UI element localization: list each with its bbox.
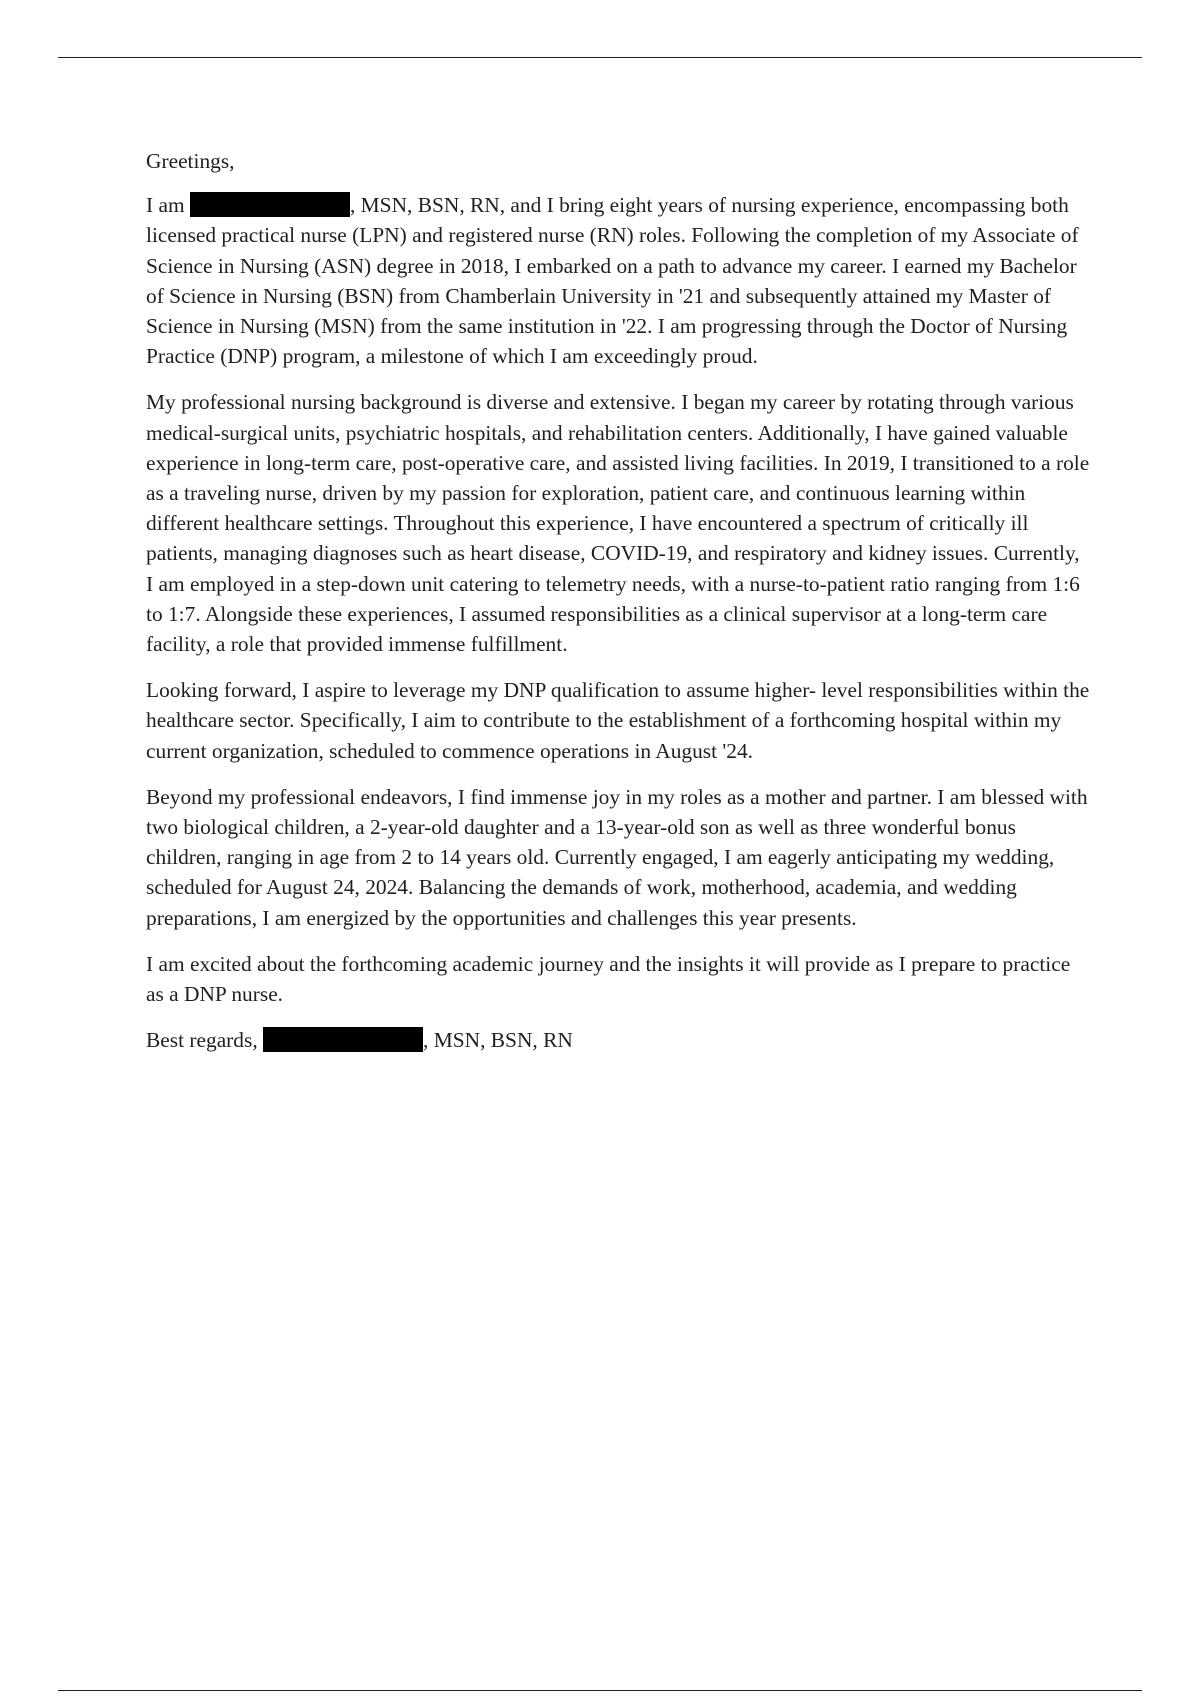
top-rule <box>58 57 1142 58</box>
bottom-rule <box>58 1690 1142 1691</box>
redacted-name-block <box>190 192 350 217</box>
background-paragraph: My professional nursing background is diverse and extensive. I began my career by rotating through various medical-surgical units, psychiatric hospitals, and rehabilitation centers. Additionally, I have gained valuable experience in long-term care, post-operative care, and assisted living facilities. In 2019, I transitioned to a role as a traveling nurse, driven by my passion for exploration, patient care, and continuous learning within different healthcare settings. Throughout this experience, I have encountered a spectrum of critically ill patients, managing diagnoses such as heart disease, COVID-19, and respiratory and kidney issues. Currently, I am employed in a step-down unit catering to telemetry needs, with a nurse-to-patient ratio ranging from 1:6 to 1:7. Alongside these experiences, I assumed responsibilities as a clinical supervisor at a long-term care facility, a role that provided immense fulfillment. <box>146 390 1090 657</box>
redacted-signature-block <box>263 1027 423 1052</box>
greeting: Greetings, <box>146 149 235 173</box>
signoff <box>146 1025 1091 1055</box>
future-paragraph: Looking forward, I aspire to leverage my DNP qualification to assume higher- level responsibilities within the healthcare sector. Specifically, I aim to contribute to the establishment of a forthcoming hospital within my current organization, scheduled to commence operations in August '24. <box>146 678 1090 763</box>
intro-after-name: , MSN, BSN, RN, and I bring eight years of nursing experience, encompassing both licensed practical nurse (LPN) and registered nurse (RN) roles. Following the completion of my Associate of Science in Nursing (ASN) degree in 2018, I embarked on a path to advance my career. I earned my Bachelor of Science in Nursing (BSN) from Chamberlain University in '21 and subsequently attained my Master of Science in Nursing (MSN) from the same institution in '22. I am progressing through the Doctor of Nursing Practice (DNP) program, a milestone of which I am exceedingly proud. <box>146 193 1079 369</box>
closing-paragraph: I am excited about the forthcoming academic journey and the insights it will provide as I prepare to practice as a DNP nurse. <box>146 951 1071 1007</box>
signoff-after-name: , MSN, BSN, RN <box>423 1028 573 1053</box>
personal-paragraph: Beyond my professional endeavors, I find immense joy in my roles as a mother and partner. I am blessed with two biological children, a 2-year-old daughter and a 13-year-old son as well as three wonderful bonus children, ranging in age from 2 to 14 years old. Currently engaged, I am eagerly anticipating my wedding, scheduled for August 24, 2024. Balancing the demands of work, motherhood, academia, and wedding preparations, I am energized by the opportunities and challenges this year presents. <box>146 784 1088 930</box>
intro-paragraph <box>146 190 1091 371</box>
intro-before-name: I am <box>146 193 190 218</box>
letter-body <box>146 146 1091 1071</box>
signoff-before-name: Best regards, <box>146 1028 264 1053</box>
